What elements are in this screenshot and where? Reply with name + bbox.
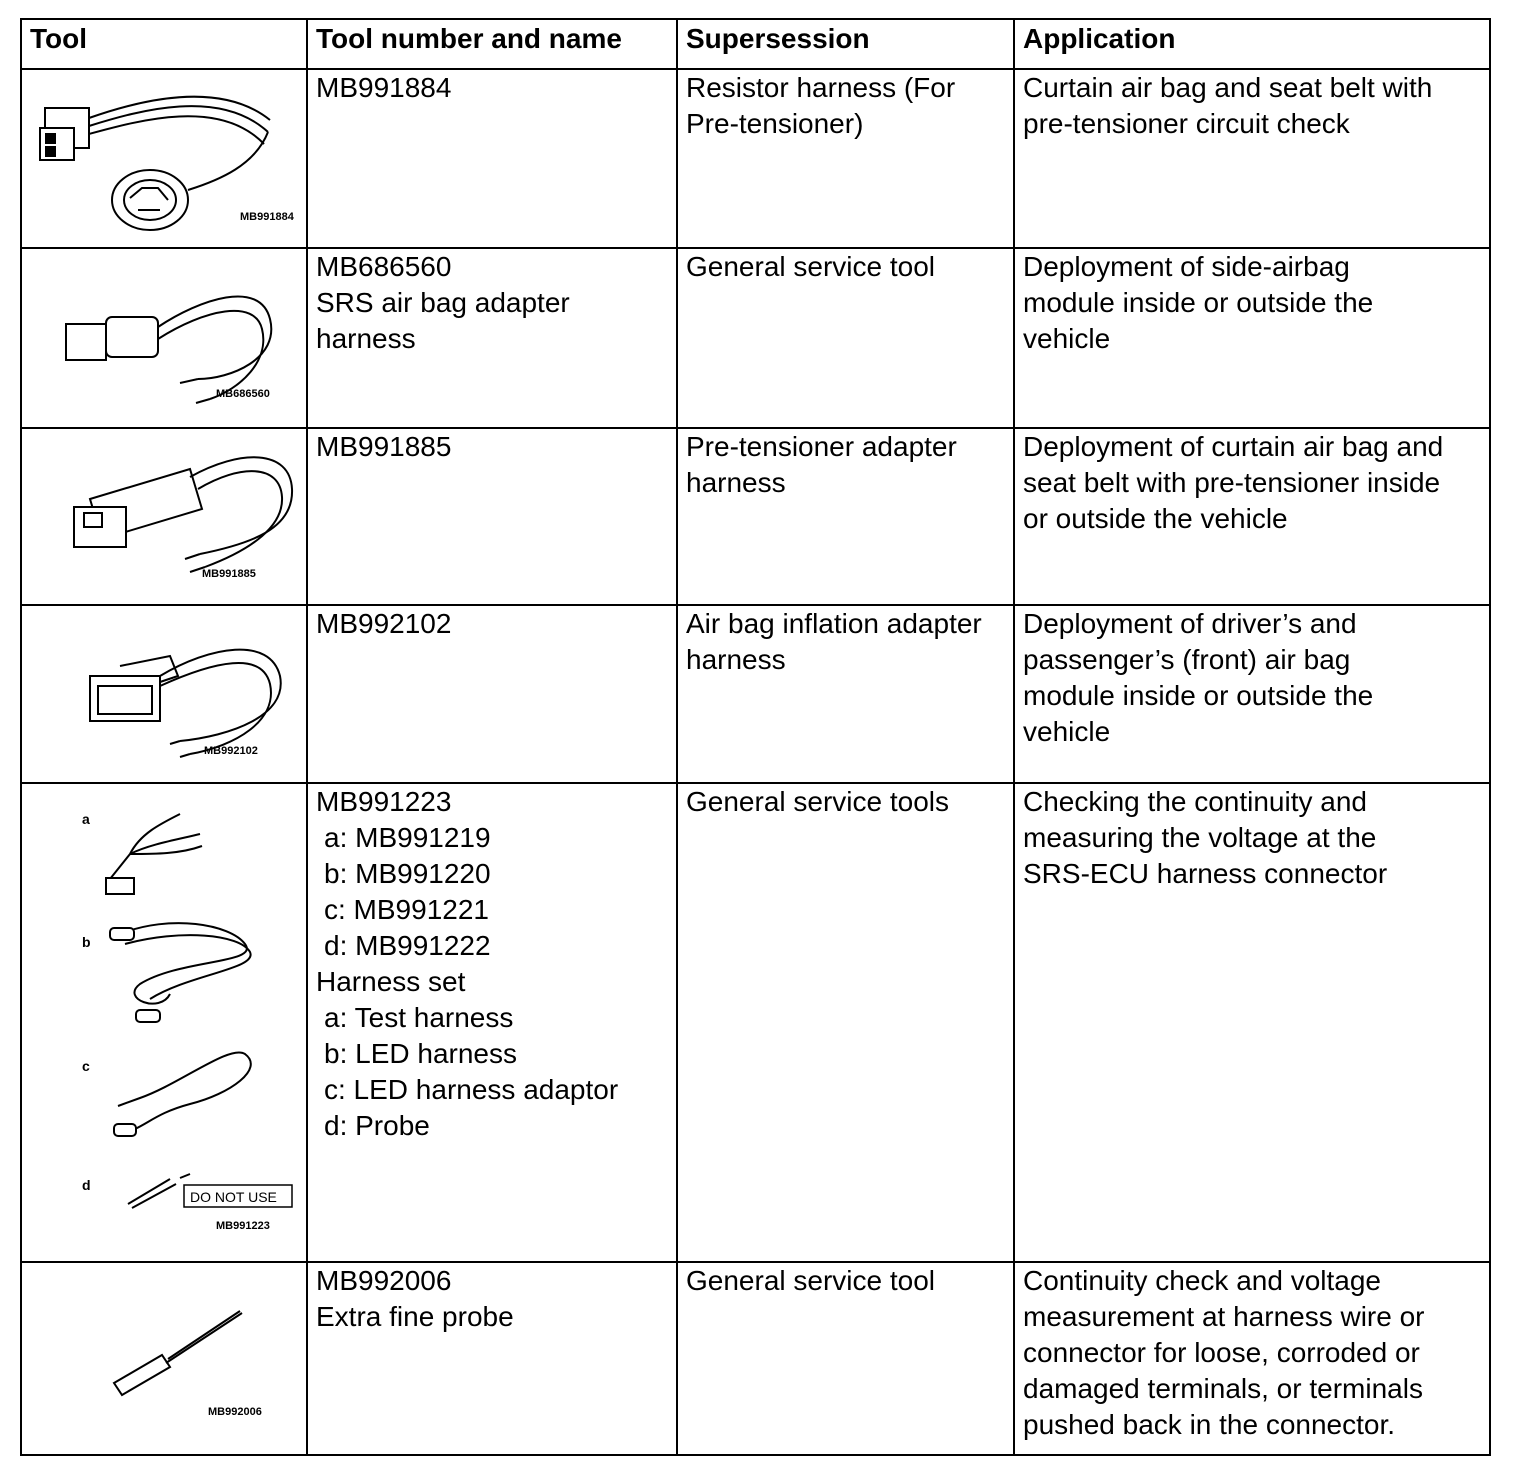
do-not-use-text: DO NOT USE: [190, 1189, 277, 1205]
sub-label-d: d: [82, 1177, 91, 1193]
sub-label-b: b: [82, 934, 91, 950]
extra-fine-probe-illustration: [30, 1263, 316, 1452]
tool-number: MB686560: [316, 251, 452, 282]
application-text: seat belt with pre-tensioner inside: [1023, 467, 1441, 498]
application-cell: [1014, 248, 1490, 428]
supersession-text: Pre-tensioner): [686, 108, 864, 139]
tool-number: MB991885: [316, 431, 452, 462]
supersession-text: harness: [686, 467, 786, 498]
tool-number-cell: [307, 428, 677, 605]
tool-sub-name: b: LED harness: [324, 1038, 517, 1069]
supersession-text: General service tool: [686, 251, 936, 282]
tool-name: Extra fine probe: [316, 1301, 514, 1332]
tool-sub-name: c: LED harness adaptor: [324, 1074, 619, 1105]
special-tools-table: [20, 18, 1491, 1456]
harness-set-illustration: [30, 784, 316, 1259]
tool-number-cell: [307, 783, 677, 1262]
tool-image-label: MB686560: [216, 388, 270, 400]
tool-sub-number: b: MB991220: [324, 858, 491, 889]
supersession-cell: [677, 428, 1014, 605]
tool-illustration-cell: [21, 605, 307, 783]
supersession-cell: [677, 1262, 1014, 1455]
header-application: Application: [1014, 19, 1490, 69]
application-text: damaged terminals, or terminals: [1023, 1373, 1423, 1404]
sub-label-a: a: [82, 811, 90, 827]
tool-image-label: MB991885: [202, 568, 256, 580]
header-row: [21, 19, 1490, 69]
application-text: module inside or outside the: [1023, 680, 1374, 711]
tool-name: harness: [316, 323, 416, 354]
tool-number-cell: [307, 69, 677, 248]
table-row: [21, 605, 1490, 783]
header-tool-number-name: Tool number and name: [307, 19, 677, 69]
tool-illustration-cell: [21, 428, 307, 605]
tool-sub-name: a: Test harness: [324, 1002, 514, 1033]
application-cell: [1014, 1262, 1490, 1455]
application-text: Deployment of side-airbag: [1023, 251, 1350, 282]
tool-number-cell: [307, 248, 677, 428]
application-cell: [1014, 783, 1490, 1262]
application-text: Checking the continuity and: [1023, 786, 1367, 817]
supersession-cell: [677, 605, 1014, 783]
application-text: pushed back in the connector.: [1023, 1409, 1396, 1440]
tool-sub-number: d: MB991222: [324, 930, 491, 961]
tool-sub-name: d: Probe: [324, 1110, 430, 1141]
supersession-text: General service tool: [686, 1265, 936, 1296]
table-row: [21, 69, 1490, 248]
sub-label-c: c: [82, 1058, 90, 1074]
application-text: measuring the voltage at the: [1023, 822, 1377, 853]
tool-name: SRS air bag adapter: [316, 287, 570, 318]
tool-sub-number: c: MB991221: [324, 894, 489, 925]
resistor-harness-illustration: [30, 70, 316, 245]
tool-illustration-cell: [21, 248, 307, 428]
table-row: [21, 1262, 1490, 1455]
tool-sub-number: a: MB991219: [324, 822, 491, 853]
supersession-text: General service tools: [686, 786, 950, 817]
application-cell: [1014, 428, 1490, 605]
application-cell: [1014, 69, 1490, 248]
tool-illustration-cell: [21, 1262, 307, 1455]
pretensioner-adapter-illustration: [30, 429, 316, 602]
application-text: vehicle: [1023, 323, 1111, 354]
tool-number: MB991884: [316, 72, 452, 103]
supersession-text: harness: [686, 644, 786, 675]
inflation-adapter-illustration: [30, 606, 316, 780]
application-text: measurement at harness wire or: [1023, 1301, 1425, 1332]
application-text: vehicle: [1023, 716, 1111, 747]
tool-number: MB991223: [316, 786, 452, 817]
table-row: [21, 428, 1490, 605]
supersession-text: Pre-tensioner adapter: [686, 431, 957, 462]
tool-image-label: MB991884: [240, 211, 294, 223]
tool-illustration-cell: [21, 69, 307, 248]
tool-number: MB992102: [316, 608, 452, 639]
tool-number-cell: [307, 1262, 677, 1455]
tool-image-label: MB992102: [204, 745, 258, 757]
supersession-text: Air bag inflation adapter: [686, 608, 982, 639]
application-text: or outside the vehicle: [1023, 503, 1288, 534]
supersession-cell: [677, 69, 1014, 248]
supersession-cell: [677, 248, 1014, 428]
tool-number: MB992006: [316, 1265, 452, 1296]
application-text: Curtain air bag and seat belt with: [1023, 72, 1433, 103]
application-text: pre-tensioner circuit check: [1023, 108, 1350, 139]
application-text: module inside or outside the: [1023, 287, 1374, 318]
header-supersession: Supersession: [677, 19, 1014, 69]
application-text: Deployment of driver’s and: [1023, 608, 1357, 639]
tool-number-cell: [307, 605, 677, 783]
application-text: Continuity check and voltage: [1023, 1265, 1381, 1296]
tool-image-label: MB991223: [216, 1220, 270, 1232]
tool-image-label: MB992006: [208, 1406, 262, 1418]
application-text: SRS-ECU harness connector: [1023, 858, 1388, 889]
application-text: passenger’s (front) air bag: [1023, 644, 1351, 675]
adapter-harness-illustration: [30, 249, 316, 425]
table-row: [21, 783, 1490, 1262]
supersession-text: Resistor harness (For: [686, 72, 956, 103]
application-text: Deployment of curtain air bag and: [1023, 431, 1444, 462]
application-text: connector for loose, corroded or: [1023, 1337, 1420, 1368]
supersession-cell: [677, 783, 1014, 1262]
tool-name: Harness set: [316, 966, 466, 997]
table-row: [21, 248, 1490, 428]
header-tool: Tool: [21, 19, 307, 69]
application-cell: [1014, 605, 1490, 783]
tool-illustration-cell: [21, 783, 307, 1262]
